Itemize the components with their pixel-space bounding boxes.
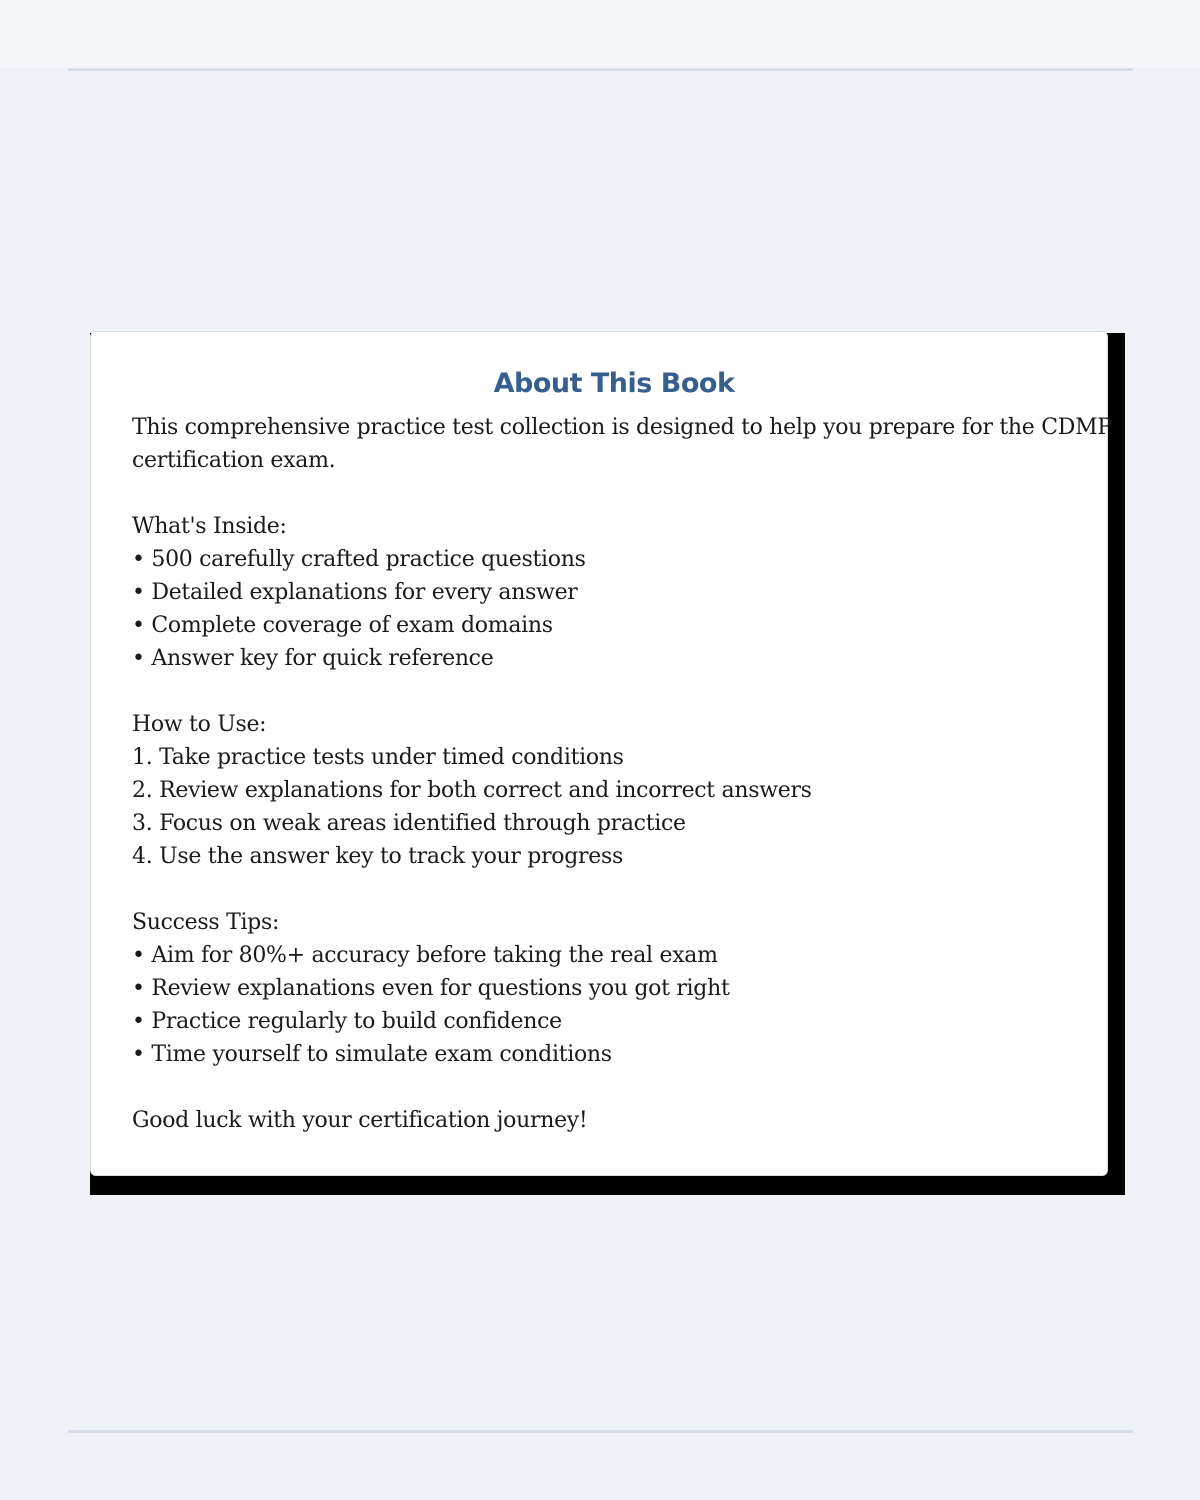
section-heading-whats-inside: What's Inside: [132, 514, 287, 539]
list-item: • Review explanations even for questions you got right [132, 976, 730, 1001]
list-item: • Detailed explanations for every answer [132, 580, 578, 605]
list-item: 2. Review explanations for both correct and incorrect answers [132, 778, 812, 803]
section-heading-success-tips: Success Tips: [132, 910, 280, 935]
top-divider [68, 68, 1133, 71]
list-item: • Complete coverage of exam domains [132, 613, 553, 638]
bottom-divider [68, 1430, 1133, 1433]
list-item: • Practice regularly to build confidence [132, 1009, 562, 1034]
list-item: 3. Focus on weak areas identified through practice [132, 811, 686, 836]
list-item: 4. Use the answer key to track your progress [132, 844, 623, 869]
list-item: • Aim for 80%+ accuracy before taking the real exam [132, 943, 718, 968]
list-item: • Answer key for quick reference [132, 646, 494, 671]
about-book-card [90, 331, 1112, 1176]
top-bar [0, 0, 1200, 68]
card-body [132, 411, 1112, 1137]
intro-text: This comprehensive practice test collection is designed to help you prepare for the CDMP [132, 415, 1112, 440]
intro-text: certification exam. [132, 448, 336, 473]
closing-text: Good luck with your certification journey! [132, 1108, 588, 1133]
section-heading-how-to-use: How to Use: [132, 712, 267, 737]
list-item: 1. Take practice tests under timed conditions [132, 745, 624, 770]
list-item: • 500 carefully crafted practice questions [132, 547, 586, 572]
list-item: • Time yourself to simulate exam conditions [132, 1042, 612, 1067]
page-title: About This Book [493, 368, 735, 399]
